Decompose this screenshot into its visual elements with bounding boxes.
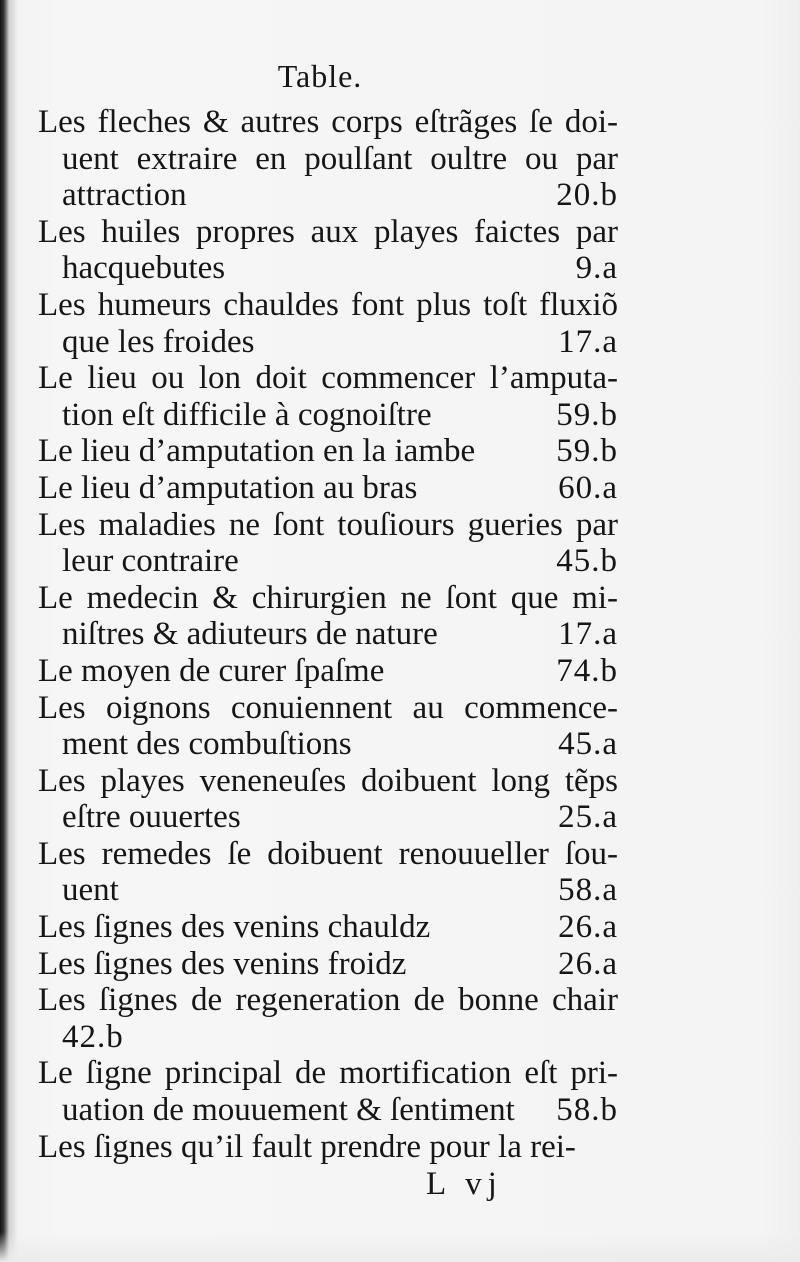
index-entry xyxy=(38,214,618,287)
folio-reference: 58.b xyxy=(556,1092,618,1129)
folio-reference: 20.b xyxy=(556,177,618,214)
entry-text: uation de mouuement & ſentiment xyxy=(62,1092,515,1129)
entry-text: Les fleches & autres corps eſtrãges ſe doi- xyxy=(38,104,618,140)
folio-reference: 25.a xyxy=(558,799,618,836)
entry-line xyxy=(38,726,618,763)
index-entry xyxy=(38,763,618,836)
entry-text: Les humeurs chauldes font plus toſt fluxiõ xyxy=(38,286,618,323)
folio-reference: 74.b xyxy=(556,652,618,689)
signature-mark: L vj xyxy=(426,1166,503,1202)
index-entry xyxy=(38,360,618,433)
entry-text: Les oignons conuiennent au commence- xyxy=(38,689,618,726)
entry-line xyxy=(38,653,618,690)
index-entry xyxy=(38,690,618,763)
entry-text: attraction xyxy=(62,177,187,214)
entry-line xyxy=(38,580,618,617)
entry-text: Le moyen de curer ſpaſme xyxy=(38,652,385,689)
folio-reference: 59.b xyxy=(556,433,618,470)
entry-line xyxy=(38,799,618,836)
entry-line xyxy=(38,287,618,324)
folio-reference: 58.a xyxy=(558,872,618,909)
entry-line xyxy=(38,141,618,178)
entry-line xyxy=(38,1129,618,1166)
entry-text: que les froides xyxy=(62,323,255,360)
entry-line xyxy=(38,507,618,544)
folio-reference: 9.a xyxy=(575,250,618,287)
folio-reference: 17.a xyxy=(558,323,618,360)
entry-line xyxy=(38,616,618,653)
index-entry xyxy=(38,909,618,946)
entry-text: Les ſignes des venins chauldz xyxy=(38,909,431,946)
folio-reference: 45.b xyxy=(556,543,618,580)
entry-text: eſtre ouuertes xyxy=(62,799,241,836)
entry-line xyxy=(38,690,618,727)
entry-line xyxy=(38,1019,618,1056)
entry-text: hacquebutes xyxy=(62,250,226,287)
page-shadow xyxy=(0,1232,800,1262)
index-entry xyxy=(38,946,618,983)
entry-line xyxy=(38,982,618,1019)
entry-line xyxy=(38,909,618,946)
entry-line xyxy=(38,104,618,141)
entry-text: uent extraire en poulſant oultre ou par xyxy=(62,140,618,177)
entry-line xyxy=(38,433,618,470)
entry-text: Le lieu ou lon doit commencer l’amputa- xyxy=(38,360,618,397)
entry-line xyxy=(38,1055,618,1092)
entry-line xyxy=(38,1092,618,1129)
entry-line xyxy=(38,324,618,361)
entry-text: Les playes veneneuſes doibuent long tẽps xyxy=(38,762,618,799)
entry-text: leur contraire xyxy=(62,543,239,580)
index-entry xyxy=(38,470,618,507)
index-entry xyxy=(38,433,618,470)
entry-line xyxy=(38,177,618,214)
entry-line xyxy=(38,872,618,909)
entry-text: uent xyxy=(62,872,119,909)
index-entry xyxy=(38,982,618,1055)
entry-text: niſtres & adiuteurs de nature xyxy=(62,616,438,653)
entry-text: Les ſignes de regeneration de bonne chair xyxy=(38,982,618,1019)
folio-reference: 26.a xyxy=(558,945,618,982)
entry-line xyxy=(38,360,618,397)
entry-line xyxy=(38,470,618,507)
entry-text: Le lieu d’amputation au bras xyxy=(38,469,418,506)
entry-line xyxy=(38,543,618,580)
entry-text: Le lieu d’amputation en la iambe xyxy=(38,433,476,470)
folio-reference: 26.a xyxy=(558,909,618,946)
index-entry xyxy=(38,287,618,360)
entry-text: Les ſignes qu’il fault prendre pour la rei- xyxy=(38,1128,576,1165)
index-entries xyxy=(38,104,618,1165)
folio-reference: 45.a xyxy=(558,726,618,763)
entry-text: tion eſt difficile à cognoiſtre xyxy=(62,396,432,433)
entry-text: Le medecin & chirurgien ne ſont que mi- xyxy=(38,579,618,616)
folio-reference: 60.a xyxy=(558,469,618,506)
entry-text: Les maladies ne ſont touſiours gueries par xyxy=(38,506,618,543)
running-title: Table. xyxy=(277,58,363,94)
entry-text: ment des combuſtions xyxy=(62,726,352,763)
entry-text: Les huiles propres aux playes faictes par xyxy=(38,213,618,250)
index-entry xyxy=(38,1129,618,1166)
entry-text: Le ſigne principal de mortification eſt pri- xyxy=(38,1055,618,1092)
entry-line xyxy=(38,250,618,287)
index-entry xyxy=(38,507,618,580)
index-entry xyxy=(38,1055,618,1128)
entry-line xyxy=(38,836,618,873)
entry-line xyxy=(38,763,618,800)
folio-reference: 42.b xyxy=(62,1018,124,1055)
folio-reference: 17.a xyxy=(558,616,618,653)
entry-text: Les remedes ſe doibuent renouueller ſou- xyxy=(38,835,618,872)
entry-line xyxy=(38,397,618,434)
index-entry xyxy=(38,836,618,909)
entry-line xyxy=(38,946,618,983)
index-entry xyxy=(38,104,618,214)
entry-line xyxy=(38,214,618,251)
folio-reference: 59.b xyxy=(556,396,618,433)
index-entry xyxy=(38,580,618,653)
index-entry xyxy=(38,653,618,690)
entry-text: Les ſignes des venins froidz xyxy=(38,945,407,982)
